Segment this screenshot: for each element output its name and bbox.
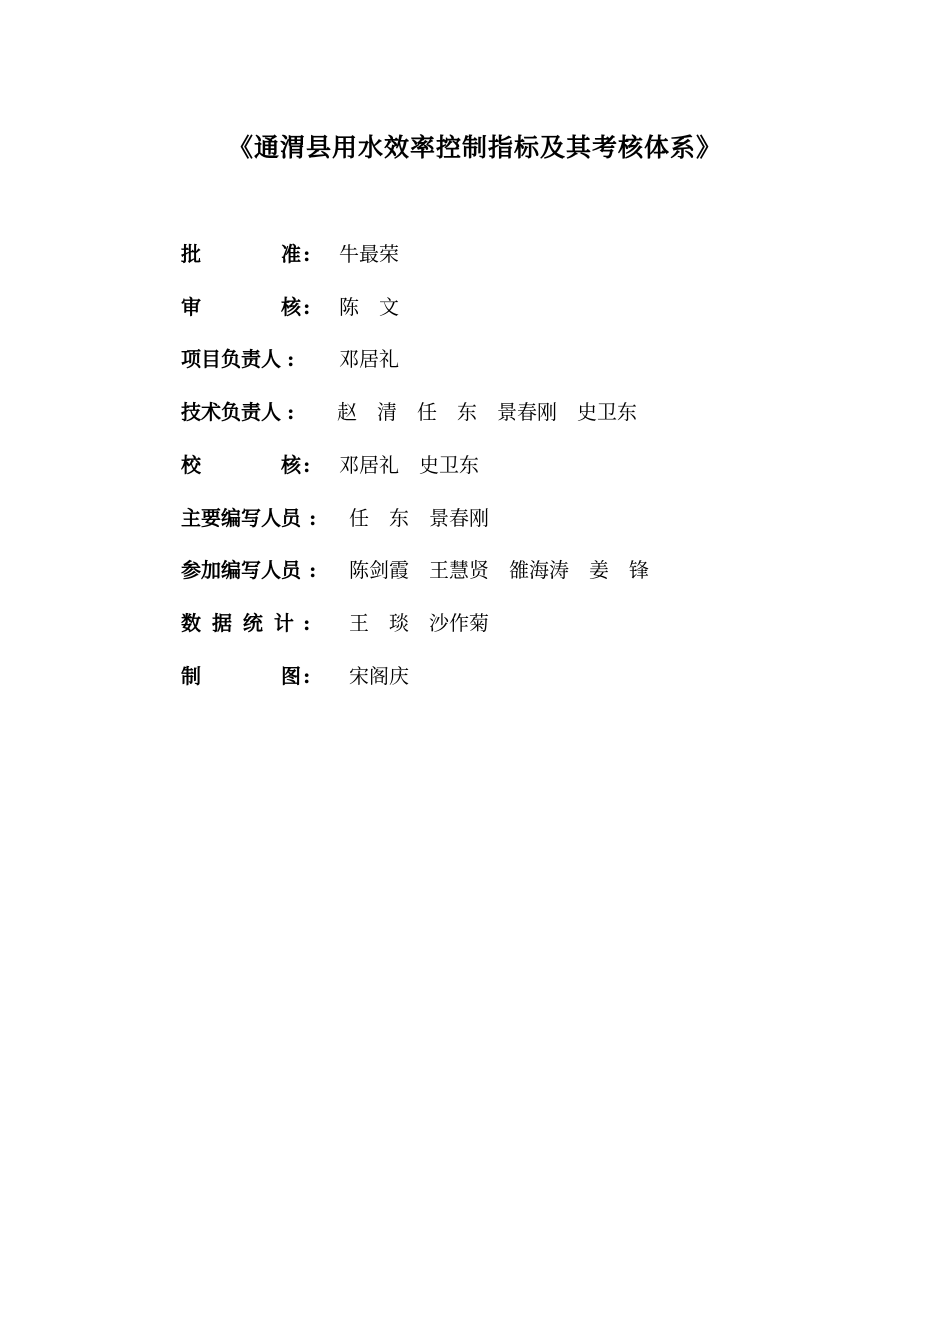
credit-colon: : <box>303 611 311 635</box>
credit-value: 邓居礼 <box>339 347 399 371</box>
credit-label: 数 据 统 计 <box>181 611 296 635</box>
credit-colon: : <box>303 295 311 319</box>
credit-label: 参加编写人员 <box>181 558 301 582</box>
credit-label: 项目负责人 <box>181 347 281 371</box>
credit-label: 批 准 <box>181 242 301 266</box>
document-title: 《通渭县用水效率控制指标及其考核体系》 <box>227 133 722 162</box>
credit-label: 制 图 <box>181 664 301 688</box>
credit-label: 技术负责人 <box>181 400 281 424</box>
credit-colon: : <box>287 400 295 424</box>
credit-colon: : <box>303 664 311 688</box>
credit-label: 主要编写人员 <box>181 506 301 530</box>
credit-colon: : <box>287 347 295 371</box>
credit-colon: : <box>303 453 311 477</box>
credit-value: 任 东 景春刚 <box>349 506 489 530</box>
credit-value: 陈剑霞 王慧贤 雒海涛 姜 锋 <box>349 558 649 582</box>
credit-label: 审 核 <box>181 295 301 319</box>
credit-value: 宋阁庆 <box>349 664 409 688</box>
credit-value: 王 琰 沙作菊 <box>349 611 489 635</box>
credit-value: 赵 清 任 东 景春刚 史卫东 <box>337 400 637 424</box>
credit-value: 牛最荣 <box>339 242 399 266</box>
credit-value: 陈 文 <box>339 295 399 319</box>
credit-colon: : <box>309 558 317 582</box>
credit-label: 校 核 <box>181 453 301 477</box>
credit-colon: : <box>309 506 317 530</box>
credit-colon: : <box>303 242 311 266</box>
credit-value: 邓居礼 史卫东 <box>339 453 479 477</box>
